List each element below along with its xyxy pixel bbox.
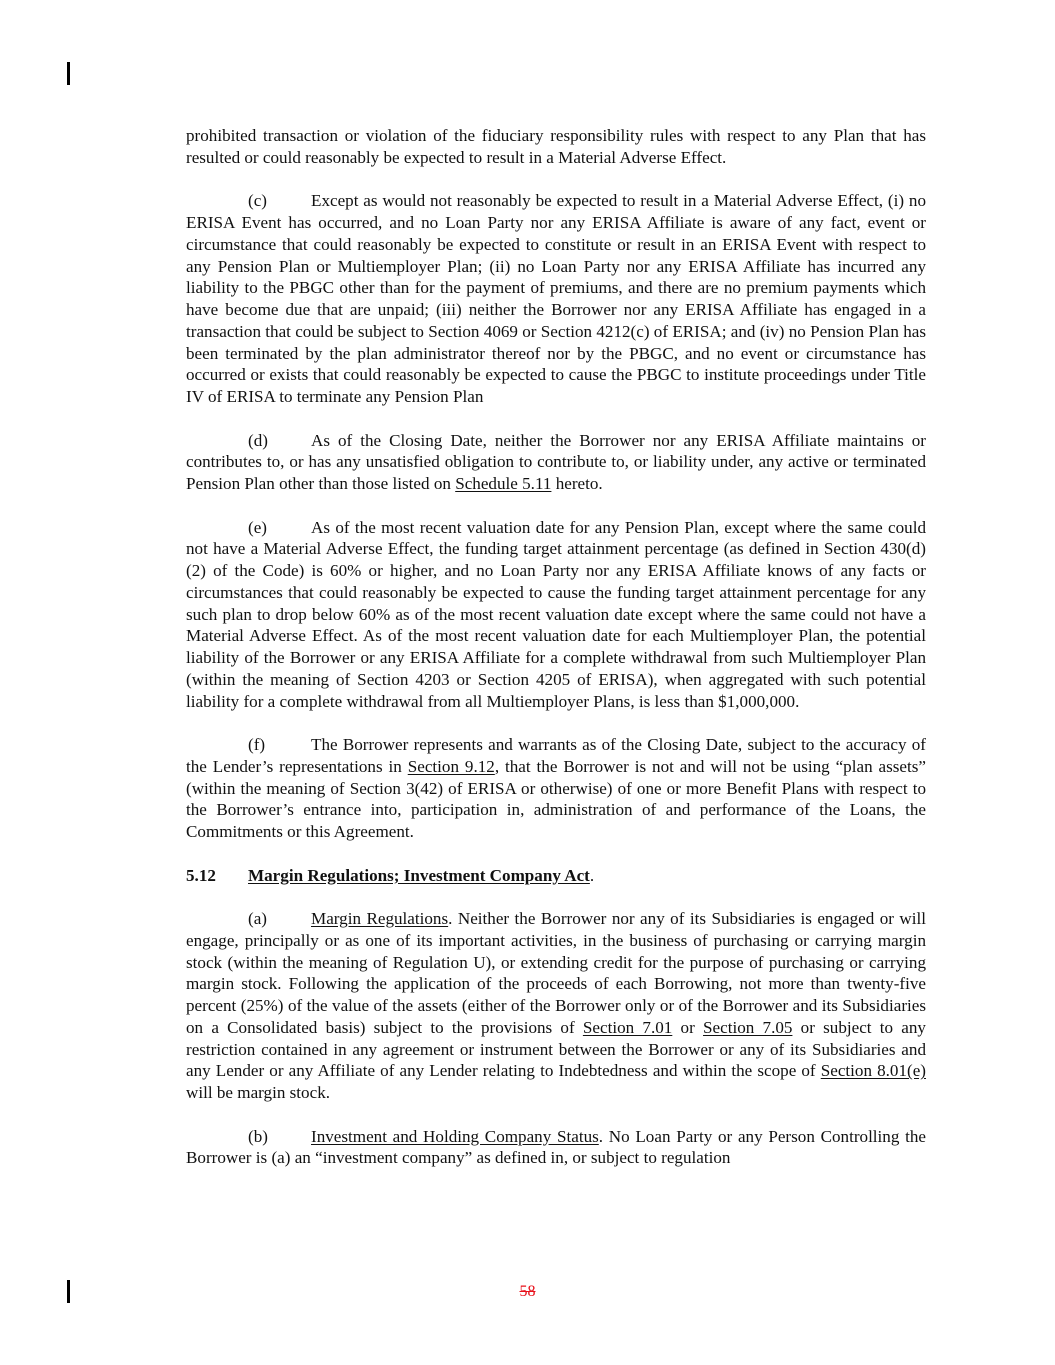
section-8-01e-reference[interactable]: Section 8.01(e) [820, 1061, 926, 1081]
paragraph-label: (d) [248, 430, 268, 450]
paragraph-text: or subject to any restriction contained in any agreement or instrument between the Borrower or any of its Subsidiaries and any Lender or any Affiliate of any Lender relating to Indebtedness and within the scope of [186, 1017, 926, 1081]
paragraph-text: As of the Closing Date, neither the Borrower nor any ERISA Affiliate maintains or contributes to, or has any unsatisfied obligation to contribute to, or liability under, any active or terminated Pension Plan other than those listed on [186, 430, 926, 493]
paragraph-text: prohibited transaction or violation of the fiduciary responsibility rules with respect to any Plan that has resulted or could reasonably be expected to result in a Material Adverse Effect. [186, 126, 926, 167]
paragraph-label: (e) [248, 517, 267, 537]
paragraph-label: (f) [248, 735, 266, 754]
paragraph-e [186, 517, 926, 713]
paragraph-c [186, 190, 926, 408]
section-7-01-reference[interactable]: Section 7.01 [582, 1017, 673, 1037]
subsection-heading: Margin Regulations [311, 909, 449, 928]
paragraph-label: (b) [248, 1126, 268, 1146]
paragraph-text: Except as would not reasonably be expected to result in a Material Adverse Effect, (i) no ERISA Event has occurred, and no Loan Party nor any ERISA Affiliate is aware of any fact, event or circumstance that could reasonably be expected to constitute or result in an ERISA Event with respect to any Pension Plan or Multiemployer Plan; (ii) no Loan Party nor any ERISA Affiliate has incurred any liability to the PBGC other than for the payment of premiums, and there are no premium payments which have become due that are unpaid; (iii) neither the Borrower nor any ERISA Affiliate has engaged in a transaction that could be subject to Section 4069 or Section 4212(c) of ERISA; and (iv) no Pension Plan has been terminated by the plan administrator thereof nor by the PBGC, and no event or circumstance has occurred or exists that could reasonably be expected to cause the PBGC to institute proceedings under Title IV of ERISA to terminate any Pension Plan [186, 191, 926, 406]
paragraph-label: (a) [248, 909, 267, 928]
schedule-5-11-reference[interactable]: Schedule 5.11 [455, 474, 552, 493]
document-page-body [186, 125, 926, 1191]
paragraph-continuation [186, 125, 926, 169]
subsection-heading: Investment and Holding Company Status [311, 1126, 599, 1146]
paragraph-text: As of the most recent valuation date for any Pension Plan, except where the same could not have a Material Adverse Effect, the funding target attainment percentage (as defined in Section 430(d)(2) of the Code) is 60% or higher, and no Loan Party nor any ERISA Affiliate knows of any facts or circumstances that could reasonably be expected to cause the funding target attainment percentage for any such plan to drop below 60% as of the most recent valuation date except where the same could not have a Material Adverse Effect. As of the most recent valuation date for each Multiemployer Plan, the potential liability of the Borrower or any ERISA Affiliate for a complete withdrawal from such Multiemployer Plan (within the meaning of Section 4203 or Section 4205 of ERISA), when aggregated with such potential liability for a complete withdrawal from all Multiemployer Plans, is less than $1,000,000. [186, 517, 926, 711]
section-7-05-reference[interactable]: Section 7.05 [703, 1017, 793, 1037]
paragraph-text: or [672, 1017, 704, 1037]
change-bar-top [67, 62, 70, 85]
paragraph-d [186, 430, 926, 495]
paragraph-label: (c) [248, 191, 267, 211]
section-number: 5.12 [186, 865, 216, 885]
paragraph-5-12-b [186, 1126, 926, 1170]
section-title-period: . [589, 865, 595, 885]
paragraph-text: . Neither the Borrower nor any of its Subsidiaries is engaged or will engage, principally or as one of its important activities, in the business of purchasing or carrying margin stock (within the meaning of Regulation U), or extending credit for the purpose of purchasing or carrying margin stock. Following the application of the proceeds of each Borrowing, not more than twenty-five percent (25%) of the value of the assets (either of the Borrower only or of the Borrower and its Subsidiaries on a Consolidated basis) subject to the provisions of [186, 909, 926, 1037]
paragraph-text: hereto. [551, 474, 603, 493]
paragraph-text: The Borrower represents and warrants as of the Closing Date, subject to the accuracy of the Lender’s representations in [186, 735, 926, 776]
page-number: 58 [519, 1283, 536, 1300]
paragraph-text: will be margin stock. [186, 1083, 331, 1102]
paragraph-text: . No Loan Party or any Person Controlling the Borrower is (a) an “investment company” as defined in, or subject to regulation [186, 1126, 926, 1168]
section-9-12-reference[interactable]: Section 9.12 [407, 756, 495, 776]
paragraph-5-12-a [186, 908, 926, 1104]
paragraph-f [186, 734, 926, 843]
section-title: Margin Regulations; Investment Company Act [248, 865, 590, 885]
paragraph-text: , that the Borrower is not and will not be using “plan assets” (within the meaning of Section 3(42) of ERISA or otherwise) of one or more Benefit Plans with respect to the Borrower’s entrance into, participation in, administration of and performance of the Loans, the Commitments or this Agreement. [186, 756, 926, 841]
section-heading-5-12 [186, 865, 926, 887]
